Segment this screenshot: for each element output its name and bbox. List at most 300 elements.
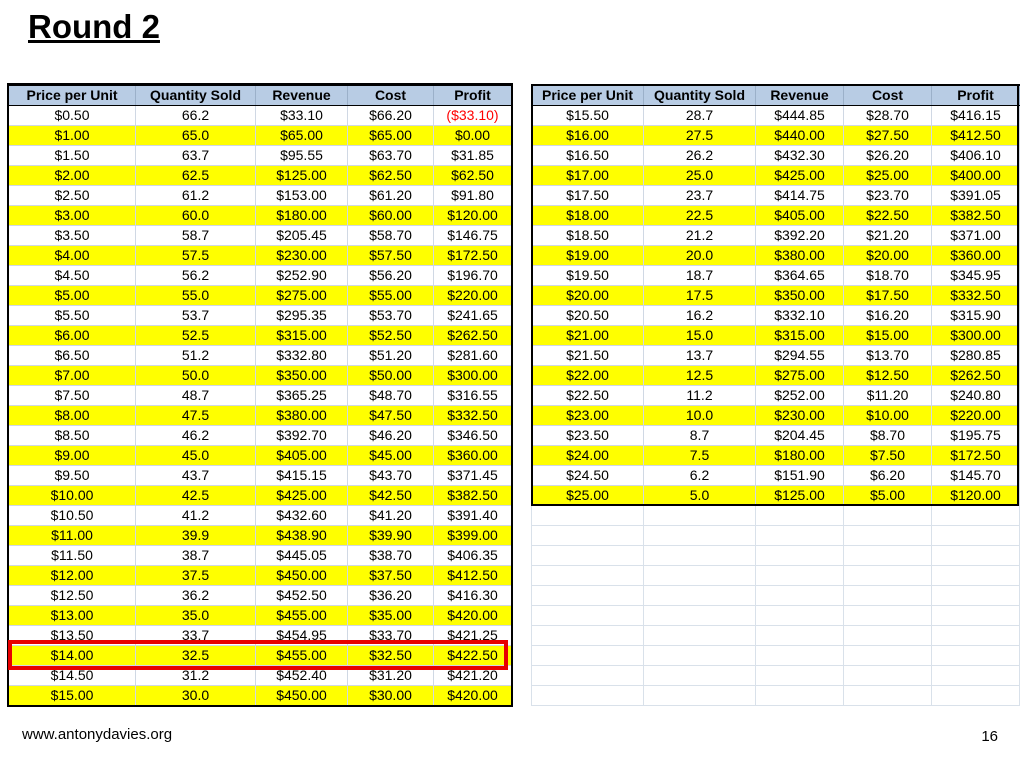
cell-price: $12.50 bbox=[9, 586, 136, 606]
cell-profit: $421.25 bbox=[434, 626, 512, 646]
empty-cell bbox=[844, 646, 932, 666]
col-header-price: Price per Unit bbox=[532, 85, 644, 106]
cell-quantity: 5.0 bbox=[644, 486, 756, 506]
table-row bbox=[9, 626, 512, 646]
empty-cell bbox=[532, 646, 644, 666]
cell-quantity: 25.0 bbox=[644, 166, 756, 186]
cell-profit: $416.15 bbox=[932, 106, 1020, 126]
empty-cell bbox=[644, 546, 756, 566]
cell-revenue: $392.70 bbox=[256, 426, 348, 446]
cell-quantity: 53.7 bbox=[136, 306, 256, 326]
cell-price: $15.00 bbox=[9, 686, 136, 706]
cell-quantity: 56.2 bbox=[136, 266, 256, 286]
table-row bbox=[9, 126, 512, 146]
cell-price: $10.50 bbox=[9, 506, 136, 526]
cell-profit: $220.00 bbox=[434, 286, 512, 306]
cell-quantity: 20.0 bbox=[644, 246, 756, 266]
cell-profit: $300.00 bbox=[434, 366, 512, 386]
cell-revenue: $432.60 bbox=[256, 506, 348, 526]
cell-cost: $20.00 bbox=[844, 246, 932, 266]
table-row bbox=[9, 406, 512, 426]
empty-cell bbox=[532, 666, 644, 686]
cell-price: $16.00 bbox=[532, 126, 644, 146]
cell-quantity: 41.2 bbox=[136, 506, 256, 526]
cell-cost: $16.20 bbox=[844, 306, 932, 326]
cell-price: $20.50 bbox=[532, 306, 644, 326]
cell-quantity: 45.0 bbox=[136, 446, 256, 466]
empty-cell bbox=[932, 646, 1020, 666]
cell-quantity: 32.5 bbox=[136, 646, 256, 666]
table-row bbox=[9, 606, 512, 626]
cell-cost: $5.00 bbox=[844, 486, 932, 506]
table-row bbox=[9, 106, 512, 126]
cell-profit: $145.70 bbox=[932, 466, 1020, 486]
cell-price: $13.50 bbox=[9, 626, 136, 646]
table-row bbox=[9, 206, 512, 226]
cell-revenue: $392.20 bbox=[756, 226, 844, 246]
empty-cell bbox=[844, 626, 932, 646]
cell-profit: $172.50 bbox=[932, 446, 1020, 466]
cell-quantity: 26.2 bbox=[644, 146, 756, 166]
cell-profit: $195.75 bbox=[932, 426, 1020, 446]
cell-revenue: $295.35 bbox=[256, 306, 348, 326]
cell-profit: $371.45 bbox=[434, 466, 512, 486]
empty-cell bbox=[644, 686, 756, 706]
cell-quantity: 27.5 bbox=[644, 126, 756, 146]
cell-cost: $56.20 bbox=[348, 266, 434, 286]
table-row bbox=[532, 486, 1020, 506]
empty-cell bbox=[932, 686, 1020, 706]
cell-cost: $7.50 bbox=[844, 446, 932, 466]
cell-revenue: $425.00 bbox=[256, 486, 348, 506]
cell-price: $25.00 bbox=[532, 486, 644, 506]
cell-profit: $146.75 bbox=[434, 226, 512, 246]
cell-revenue: $153.00 bbox=[256, 186, 348, 206]
cell-profit: $371.00 bbox=[932, 226, 1020, 246]
table-row bbox=[9, 366, 512, 386]
slide-title: Round 2 bbox=[28, 8, 160, 45]
cell-quantity: 17.5 bbox=[644, 286, 756, 306]
cell-quantity: 13.7 bbox=[644, 346, 756, 366]
cell-cost: $13.70 bbox=[844, 346, 932, 366]
cell-revenue: $454.95 bbox=[256, 626, 348, 646]
cell-revenue: $275.00 bbox=[256, 286, 348, 306]
cell-revenue: $380.00 bbox=[756, 246, 844, 266]
cell-profit: $420.00 bbox=[434, 686, 512, 706]
cell-revenue: $425.00 bbox=[756, 166, 844, 186]
cell-price: $6.50 bbox=[9, 346, 136, 366]
profit-table-right bbox=[531, 84, 1020, 706]
cell-cost: $46.20 bbox=[348, 426, 434, 446]
cell-quantity: 37.5 bbox=[136, 566, 256, 586]
table-row bbox=[9, 466, 512, 486]
cell-profit: $300.00 bbox=[932, 326, 1020, 346]
cell-cost: $10.00 bbox=[844, 406, 932, 426]
cell-profit: $382.50 bbox=[434, 486, 512, 506]
cell-revenue: $455.00 bbox=[256, 606, 348, 626]
cell-price: $24.00 bbox=[532, 446, 644, 466]
cell-cost: $15.00 bbox=[844, 326, 932, 346]
cell-cost: $36.20 bbox=[348, 586, 434, 606]
cell-price: $6.00 bbox=[9, 326, 136, 346]
cell-revenue: $151.90 bbox=[756, 466, 844, 486]
empty-cell bbox=[756, 626, 844, 646]
table-row bbox=[9, 326, 512, 346]
cell-revenue: $315.00 bbox=[756, 326, 844, 346]
cell-profit: $241.65 bbox=[434, 306, 512, 326]
cell-price: $21.50 bbox=[532, 346, 644, 366]
cell-price: $3.50 bbox=[9, 226, 136, 246]
table-row bbox=[532, 186, 1020, 206]
empty-cell bbox=[844, 546, 932, 566]
empty-cell bbox=[844, 506, 932, 526]
cell-price: $17.00 bbox=[532, 166, 644, 186]
cell-profit: $346.50 bbox=[434, 426, 512, 446]
cell-quantity: 66.2 bbox=[136, 106, 256, 126]
table-row bbox=[532, 206, 1020, 226]
cell-revenue: $432.30 bbox=[756, 146, 844, 166]
cell-revenue: $294.55 bbox=[756, 346, 844, 366]
cell-revenue: $350.00 bbox=[256, 366, 348, 386]
empty-cell bbox=[756, 566, 844, 586]
cell-price: $23.50 bbox=[532, 426, 644, 446]
cell-price: $4.00 bbox=[9, 246, 136, 266]
empty-cell bbox=[844, 586, 932, 606]
table-row bbox=[532, 266, 1020, 286]
cell-quantity: 51.2 bbox=[136, 346, 256, 366]
cell-revenue: $95.55 bbox=[256, 146, 348, 166]
cell-cost: $17.50 bbox=[844, 286, 932, 306]
cell-revenue: $452.40 bbox=[256, 666, 348, 686]
col-header-cost: Cost bbox=[844, 85, 932, 106]
empty-cell bbox=[932, 566, 1020, 586]
cell-quantity: 63.7 bbox=[136, 146, 256, 166]
cell-profit: $406.35 bbox=[434, 546, 512, 566]
cell-price: $23.00 bbox=[532, 406, 644, 426]
cell-price: $4.50 bbox=[9, 266, 136, 286]
cell-quantity: 33.7 bbox=[136, 626, 256, 646]
table-row bbox=[9, 426, 512, 446]
table-row bbox=[9, 386, 512, 406]
cell-price: $0.50 bbox=[9, 106, 136, 126]
cell-quantity: 60.0 bbox=[136, 206, 256, 226]
cell-revenue: $450.00 bbox=[256, 566, 348, 586]
empty-cell bbox=[532, 606, 644, 626]
empty-cell bbox=[932, 666, 1020, 686]
cell-cost: $57.50 bbox=[348, 246, 434, 266]
empty-row bbox=[532, 666, 1020, 686]
table-row bbox=[532, 286, 1020, 306]
cell-cost: $26.20 bbox=[844, 146, 932, 166]
cell-quantity: 16.2 bbox=[644, 306, 756, 326]
cell-quantity: 62.5 bbox=[136, 166, 256, 186]
cell-revenue: $204.45 bbox=[756, 426, 844, 446]
cell-price: $9.00 bbox=[9, 446, 136, 466]
col-header-quantity: Quantity Sold bbox=[136, 85, 256, 106]
cell-revenue: $455.00 bbox=[256, 646, 348, 666]
table-row bbox=[532, 466, 1020, 486]
table-row bbox=[532, 326, 1020, 346]
cell-profit: ($33.10) bbox=[434, 106, 512, 126]
cell-quantity: 31.2 bbox=[136, 666, 256, 686]
cell-quantity: 48.7 bbox=[136, 386, 256, 406]
empty-cell bbox=[644, 606, 756, 626]
cell-revenue: $415.15 bbox=[256, 466, 348, 486]
table-row bbox=[532, 226, 1020, 246]
empty-row bbox=[532, 606, 1020, 626]
table-row bbox=[532, 406, 1020, 426]
cell-profit: $400.00 bbox=[932, 166, 1020, 186]
cell-cost: $23.70 bbox=[844, 186, 932, 206]
cell-price: $17.50 bbox=[532, 186, 644, 206]
empty-cell bbox=[532, 626, 644, 646]
col-header-revenue: Revenue bbox=[256, 85, 348, 106]
table-row bbox=[9, 566, 512, 586]
cell-revenue: $405.00 bbox=[256, 446, 348, 466]
table-row bbox=[532, 446, 1020, 466]
cell-price: $18.00 bbox=[532, 206, 644, 226]
cell-cost: $63.70 bbox=[348, 146, 434, 166]
col-header-price: Price per Unit bbox=[9, 85, 136, 106]
table-row bbox=[532, 366, 1020, 386]
cell-quantity: 36.2 bbox=[136, 586, 256, 606]
cell-quantity: 10.0 bbox=[644, 406, 756, 426]
cell-profit: $412.50 bbox=[434, 566, 512, 586]
table-row bbox=[9, 546, 512, 566]
cell-revenue: $315.00 bbox=[256, 326, 348, 346]
cell-price: $14.00 bbox=[9, 646, 136, 666]
empty-cell bbox=[844, 686, 932, 706]
cell-cost: $6.20 bbox=[844, 466, 932, 486]
cell-revenue: $332.10 bbox=[756, 306, 844, 326]
empty-cell bbox=[532, 586, 644, 606]
cell-revenue: $125.00 bbox=[256, 166, 348, 186]
cell-price: $22.50 bbox=[532, 386, 644, 406]
cell-quantity: 57.5 bbox=[136, 246, 256, 266]
cell-quantity: 43.7 bbox=[136, 466, 256, 486]
table-row bbox=[532, 126, 1020, 146]
empty-cell bbox=[644, 566, 756, 586]
cell-quantity: 6.2 bbox=[644, 466, 756, 486]
empty-cell bbox=[644, 506, 756, 526]
cell-cost: $39.90 bbox=[348, 526, 434, 546]
cell-quantity: 61.2 bbox=[136, 186, 256, 206]
cell-cost: $31.20 bbox=[348, 666, 434, 686]
cell-price: $18.50 bbox=[532, 226, 644, 246]
cell-revenue: $350.00 bbox=[756, 286, 844, 306]
cell-price: $5.50 bbox=[9, 306, 136, 326]
table-row bbox=[9, 186, 512, 206]
cell-cost: $52.50 bbox=[348, 326, 434, 346]
table-row bbox=[532, 106, 1020, 126]
cell-profit: $262.50 bbox=[434, 326, 512, 346]
cell-quantity: 35.0 bbox=[136, 606, 256, 626]
cell-quantity: 12.5 bbox=[644, 366, 756, 386]
cell-cost: $55.00 bbox=[348, 286, 434, 306]
cell-quantity: 50.0 bbox=[136, 366, 256, 386]
cell-revenue: $252.00 bbox=[756, 386, 844, 406]
cell-cost: $35.00 bbox=[348, 606, 434, 626]
col-header-cost: Cost bbox=[348, 85, 434, 106]
empty-cell bbox=[532, 526, 644, 546]
table-row bbox=[9, 666, 512, 686]
empty-cell bbox=[844, 526, 932, 546]
empty-cell bbox=[644, 586, 756, 606]
empty-cell bbox=[844, 566, 932, 586]
table-row bbox=[9, 586, 512, 606]
cell-price: $9.50 bbox=[9, 466, 136, 486]
cell-cost: $53.70 bbox=[348, 306, 434, 326]
cell-profit: $420.00 bbox=[434, 606, 512, 626]
cell-profit: $406.10 bbox=[932, 146, 1020, 166]
cell-cost: $66.20 bbox=[348, 106, 434, 126]
cell-revenue: $438.90 bbox=[256, 526, 348, 546]
cell-profit: $281.60 bbox=[434, 346, 512, 366]
cell-cost: $21.20 bbox=[844, 226, 932, 246]
table-row bbox=[9, 166, 512, 186]
cell-price: $7.00 bbox=[9, 366, 136, 386]
page-number: 16 bbox=[981, 728, 998, 745]
cell-cost: $28.70 bbox=[844, 106, 932, 126]
cell-profit: $120.00 bbox=[932, 486, 1020, 506]
empty-cell bbox=[932, 526, 1020, 546]
cell-profit: $382.50 bbox=[932, 206, 1020, 226]
empty-cell bbox=[644, 666, 756, 686]
cell-price: $10.00 bbox=[9, 486, 136, 506]
empty-cell bbox=[844, 606, 932, 626]
cell-price: $5.00 bbox=[9, 286, 136, 306]
cell-cost: $42.50 bbox=[348, 486, 434, 506]
empty-cell bbox=[756, 506, 844, 526]
cell-revenue: $33.10 bbox=[256, 106, 348, 126]
table-row bbox=[9, 286, 512, 306]
cell-cost: $58.70 bbox=[348, 226, 434, 246]
table-row bbox=[9, 446, 512, 466]
table-row bbox=[9, 226, 512, 246]
cell-cost: $22.50 bbox=[844, 206, 932, 226]
cell-cost: $37.50 bbox=[348, 566, 434, 586]
cell-cost: $61.20 bbox=[348, 186, 434, 206]
cell-profit: $360.00 bbox=[434, 446, 512, 466]
cell-cost: $8.70 bbox=[844, 426, 932, 446]
table-row bbox=[532, 386, 1020, 406]
empty-row bbox=[532, 506, 1020, 526]
table-row bbox=[9, 686, 512, 706]
empty-row bbox=[532, 546, 1020, 566]
cell-revenue: $275.00 bbox=[756, 366, 844, 386]
table-row bbox=[532, 166, 1020, 186]
cell-cost: $33.70 bbox=[348, 626, 434, 646]
cell-cost: $11.20 bbox=[844, 386, 932, 406]
cell-revenue: $125.00 bbox=[756, 486, 844, 506]
cell-profit: $421.20 bbox=[434, 666, 512, 686]
table-row bbox=[9, 526, 512, 546]
cell-profit: $316.55 bbox=[434, 386, 512, 406]
empty-cell bbox=[532, 686, 644, 706]
cell-quantity: 38.7 bbox=[136, 546, 256, 566]
cell-cost: $51.20 bbox=[348, 346, 434, 366]
cell-revenue: $365.25 bbox=[256, 386, 348, 406]
col-header-quantity: Quantity Sold bbox=[644, 85, 756, 106]
cell-price: $11.50 bbox=[9, 546, 136, 566]
empty-row bbox=[532, 586, 1020, 606]
cell-price: $3.00 bbox=[9, 206, 136, 226]
cell-profit: $62.50 bbox=[434, 166, 512, 186]
cell-profit: $399.00 bbox=[434, 526, 512, 546]
cell-profit: $0.00 bbox=[434, 126, 512, 146]
cell-revenue: $440.00 bbox=[756, 126, 844, 146]
cell-revenue: $445.05 bbox=[256, 546, 348, 566]
cell-quantity: 7.5 bbox=[644, 446, 756, 466]
cell-quantity: 42.5 bbox=[136, 486, 256, 506]
cell-price: $7.50 bbox=[9, 386, 136, 406]
empty-cell bbox=[644, 626, 756, 646]
empty-cell bbox=[756, 686, 844, 706]
empty-cell bbox=[756, 606, 844, 626]
cell-profit: $196.70 bbox=[434, 266, 512, 286]
cell-price: $22.00 bbox=[532, 366, 644, 386]
cell-profit: $220.00 bbox=[932, 406, 1020, 426]
table-row bbox=[9, 486, 512, 506]
cell-price: $15.50 bbox=[532, 106, 644, 126]
empty-cell bbox=[756, 546, 844, 566]
cell-profit: $416.30 bbox=[434, 586, 512, 606]
cell-price: $2.00 bbox=[9, 166, 136, 186]
table-row bbox=[532, 346, 1020, 366]
empty-cell bbox=[532, 566, 644, 586]
table-row bbox=[9, 346, 512, 366]
table-row bbox=[532, 146, 1020, 166]
cell-profit: $315.90 bbox=[932, 306, 1020, 326]
cell-profit: $422.50 bbox=[434, 646, 512, 666]
empty-cell bbox=[932, 506, 1020, 526]
cell-profit: $412.50 bbox=[932, 126, 1020, 146]
empty-cell bbox=[844, 666, 932, 686]
cell-quantity: 47.5 bbox=[136, 406, 256, 426]
empty-cell bbox=[932, 586, 1020, 606]
table-row bbox=[9, 266, 512, 286]
cell-cost: $25.00 bbox=[844, 166, 932, 186]
cell-cost: $60.00 bbox=[348, 206, 434, 226]
cell-revenue: $405.00 bbox=[756, 206, 844, 226]
cell-profit: $332.50 bbox=[434, 406, 512, 426]
cell-profit: $240.80 bbox=[932, 386, 1020, 406]
cell-profit: $172.50 bbox=[434, 246, 512, 266]
empty-cell bbox=[756, 526, 844, 546]
empty-row bbox=[532, 686, 1020, 706]
header-row bbox=[9, 85, 512, 106]
empty-cell bbox=[532, 546, 644, 566]
empty-cell bbox=[932, 606, 1020, 626]
cell-price: $1.50 bbox=[9, 146, 136, 166]
cell-revenue: $230.00 bbox=[756, 406, 844, 426]
cell-price: $8.00 bbox=[9, 406, 136, 426]
cell-cost: $62.50 bbox=[348, 166, 434, 186]
cell-quantity: 18.7 bbox=[644, 266, 756, 286]
cell-revenue: $414.75 bbox=[756, 186, 844, 206]
table-row bbox=[532, 246, 1020, 266]
cell-profit: $360.00 bbox=[932, 246, 1020, 266]
cell-quantity: 21.2 bbox=[644, 226, 756, 246]
cell-revenue: $444.85 bbox=[756, 106, 844, 126]
cell-price: $19.50 bbox=[532, 266, 644, 286]
table-row bbox=[9, 146, 512, 166]
cell-profit: $391.05 bbox=[932, 186, 1020, 206]
cell-profit: $262.50 bbox=[932, 366, 1020, 386]
cell-price: $16.50 bbox=[532, 146, 644, 166]
cell-cost: $27.50 bbox=[844, 126, 932, 146]
cell-price: $24.50 bbox=[532, 466, 644, 486]
